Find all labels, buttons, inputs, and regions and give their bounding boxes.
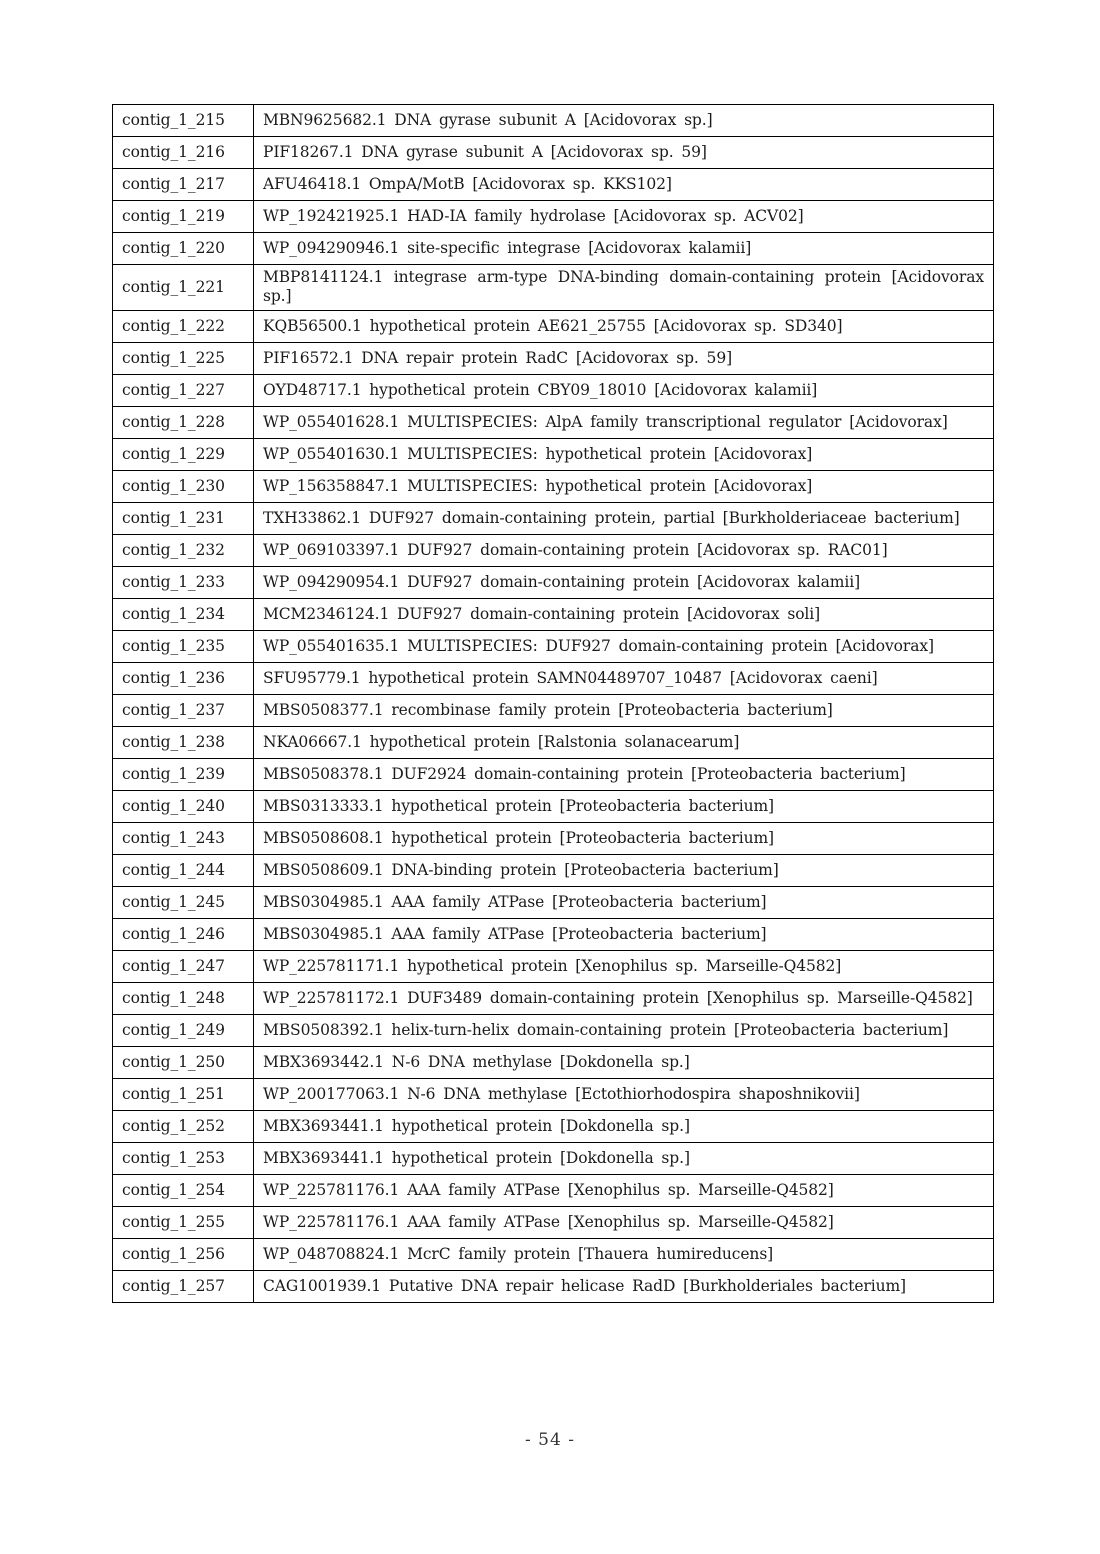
table-row	[113, 375, 994, 407]
annotation-description-cell: WP_055401635.1 MULTISPECIES: DUF927 domain-containing protein [Acidovorax]	[254, 631, 994, 663]
contig-id-cell: contig_1_246	[113, 919, 254, 951]
annotation-description-cell: WP_094290946.1 site-specific integrase [Acidovorax kalamii]	[254, 233, 994, 265]
annotation-description-cell: MBS0508378.1 DUF2924 domain-containing protein [Proteobacteria bacterium]	[254, 759, 994, 791]
annotation-description-cell: MBP8141124.1 integrase arm-type DNA-binding domain-containing protein [Acidovorax sp.]	[254, 265, 994, 311]
contig-id-cell: contig_1_237	[113, 695, 254, 727]
table-row	[113, 919, 994, 951]
annotation-description-cell: AFU46418.1 OmpA/MotB [Acidovorax sp. KKS102]	[254, 169, 994, 201]
table-row	[113, 201, 994, 233]
annotation-table-body	[113, 105, 994, 1303]
annotation-description-cell: WP_055401628.1 MULTISPECIES: AlpA family transcriptional regulator [Acidovorax]	[254, 407, 994, 439]
table-row	[113, 1079, 994, 1111]
table-row	[113, 823, 994, 855]
annotation-description-cell: WP_200177063.1 N-6 DNA methylase [Ectothiorhodospira shaposhnikovii]	[254, 1079, 994, 1111]
annotation-description-cell: TXH33862.1 DUF927 domain-containing protein, partial [Burkholderiaceae bacterium]	[254, 503, 994, 535]
contig-id-cell: contig_1_234	[113, 599, 254, 631]
contig-id-cell: contig_1_230	[113, 471, 254, 503]
contig-id-cell: contig_1_235	[113, 631, 254, 663]
contig-id-cell: contig_1_243	[113, 823, 254, 855]
contig-id-cell: contig_1_231	[113, 503, 254, 535]
annotation-table	[112, 104, 994, 1303]
contig-id-cell: contig_1_256	[113, 1239, 254, 1271]
table-row	[113, 1047, 994, 1079]
annotation-description-cell: WP_156358847.1 MULTISPECIES: hypothetical protein [Acidovorax]	[254, 471, 994, 503]
annotation-description-cell: WP_094290954.1 DUF927 domain-containing protein [Acidovorax kalamii]	[254, 567, 994, 599]
table-row	[113, 503, 994, 535]
table-row	[113, 887, 994, 919]
page-number: - 54 -	[525, 1430, 575, 1450]
table-row	[113, 105, 994, 137]
annotation-description-cell: MBS0508609.1 DNA-binding protein [Proteobacteria bacterium]	[254, 855, 994, 887]
contig-id-cell: contig_1_253	[113, 1143, 254, 1175]
table-row	[113, 535, 994, 567]
contig-id-cell: contig_1_244	[113, 855, 254, 887]
table-row	[113, 233, 994, 265]
annotation-description-cell: MBS0304985.1 AAA family ATPase [Proteobacteria bacterium]	[254, 887, 994, 919]
contig-id-cell: contig_1_228	[113, 407, 254, 439]
table-row	[113, 983, 994, 1015]
annotation-description-cell: WP_192421925.1 HAD-IA family hydrolase [Acidovorax sp. ACV02]	[254, 201, 994, 233]
contig-id-cell: contig_1_252	[113, 1111, 254, 1143]
table-row	[113, 727, 994, 759]
table-row	[113, 1239, 994, 1271]
contig-id-cell: contig_1_255	[113, 1207, 254, 1239]
contig-id-cell: contig_1_249	[113, 1015, 254, 1047]
contig-id-cell: contig_1_233	[113, 567, 254, 599]
annotation-description-cell: MBN9625682.1 DNA gyrase subunit A [Acidovorax sp.]	[254, 105, 994, 137]
table-row	[113, 951, 994, 983]
contig-id-cell: contig_1_229	[113, 439, 254, 471]
contig-id-cell: contig_1_225	[113, 343, 254, 375]
table-row	[113, 137, 994, 169]
annotation-description-cell: WP_225781171.1 hypothetical protein [Xenophilus sp. Marseille-Q4582]	[254, 951, 994, 983]
contig-id-cell: contig_1_245	[113, 887, 254, 919]
contig-id-cell: contig_1_217	[113, 169, 254, 201]
table-row	[113, 1111, 994, 1143]
contig-id-cell: contig_1_215	[113, 105, 254, 137]
annotation-description-cell: MBS0508608.1 hypothetical protein [Proteobacteria bacterium]	[254, 823, 994, 855]
annotation-description-cell: MBX3693441.1 hypothetical protein [Dokdonella sp.]	[254, 1111, 994, 1143]
contig-id-cell: contig_1_257	[113, 1271, 254, 1303]
contig-id-cell: contig_1_219	[113, 201, 254, 233]
annotation-description-cell: WP_069103397.1 DUF927 domain-containing protein [Acidovorax sp. RAC01]	[254, 535, 994, 567]
contig-id-cell: contig_1_240	[113, 791, 254, 823]
table-row	[113, 791, 994, 823]
table-row	[113, 1015, 994, 1047]
annotation-description-cell: WP_225781176.1 AAA family ATPase [Xenophilus sp. Marseille-Q4582]	[254, 1175, 994, 1207]
contig-id-cell: contig_1_248	[113, 983, 254, 1015]
table-row	[113, 169, 994, 201]
table-row	[113, 407, 994, 439]
contig-id-cell: contig_1_236	[113, 663, 254, 695]
annotation-description-cell: KQB56500.1 hypothetical protein AE621_25755 [Acidovorax sp. SD340]	[254, 311, 994, 343]
contig-id-cell: contig_1_216	[113, 137, 254, 169]
contig-id-cell: contig_1_238	[113, 727, 254, 759]
annotation-description-cell: PIF18267.1 DNA gyrase subunit A [Acidovorax sp. 59]	[254, 137, 994, 169]
annotation-description-cell: CAG1001939.1 Putative DNA repair helicase RadD [Burkholderiales bacterium]	[254, 1271, 994, 1303]
table-row	[113, 631, 994, 663]
annotation-description-cell: WP_048708824.1 McrC family protein [Thauera humireducens]	[254, 1239, 994, 1271]
annotation-description-cell: WP_055401630.1 MULTISPECIES: hypothetical protein [Acidovorax]	[254, 439, 994, 471]
annotation-description-cell: MBS0313333.1 hypothetical protein [Proteobacteria bacterium]	[254, 791, 994, 823]
annotation-description-cell: MBX3693442.1 N-6 DNA methylase [Dokdonella sp.]	[254, 1047, 994, 1079]
contig-id-cell: contig_1_247	[113, 951, 254, 983]
annotation-description-cell: WP_225781172.1 DUF3489 domain-containing protein [Xenophilus sp. Marseille-Q4582]	[254, 983, 994, 1015]
annotation-description-cell: PIF16572.1 DNA repair protein RadC [Acidovorax sp. 59]	[254, 343, 994, 375]
contig-id-cell: contig_1_254	[113, 1175, 254, 1207]
annotation-description-cell: MBS0304985.1 AAA family ATPase [Proteobacteria bacterium]	[254, 919, 994, 951]
annotation-description-cell: MBS0508392.1 helix-turn-helix domain-containing protein [Proteobacteria bacterium]	[254, 1015, 994, 1047]
table-row	[113, 695, 994, 727]
table-row	[113, 343, 994, 375]
contig-id-cell: contig_1_221	[113, 265, 254, 311]
table-row	[113, 1175, 994, 1207]
annotation-description-cell: OYD48717.1 hypothetical protein CBY09_18010 [Acidovorax kalamii]	[254, 375, 994, 407]
contig-id-cell: contig_1_239	[113, 759, 254, 791]
table-row	[113, 265, 994, 311]
table-row	[113, 1207, 994, 1239]
table-row	[113, 759, 994, 791]
contig-id-cell: contig_1_222	[113, 311, 254, 343]
contig-id-cell: contig_1_227	[113, 375, 254, 407]
table-row	[113, 663, 994, 695]
annotation-description-cell: WP_225781176.1 AAA family ATPase [Xenophilus sp. Marseille-Q4582]	[254, 1207, 994, 1239]
table-row	[113, 567, 994, 599]
contig-id-cell: contig_1_250	[113, 1047, 254, 1079]
table-row	[113, 855, 994, 887]
contig-id-cell: contig_1_251	[113, 1079, 254, 1111]
contig-id-cell: contig_1_232	[113, 535, 254, 567]
table-row	[113, 1271, 994, 1303]
annotation-description-cell: SFU95779.1 hypothetical protein SAMN04489707_10487 [Acidovorax caeni]	[254, 663, 994, 695]
annotation-description-cell: NKA06667.1 hypothetical protein [Ralstonia solanacearum]	[254, 727, 994, 759]
table-row	[113, 471, 994, 503]
annotation-description-cell: MCM2346124.1 DUF927 domain-containing protein [Acidovorax soli]	[254, 599, 994, 631]
annotation-description-cell: MBX3693441.1 hypothetical protein [Dokdonella sp.]	[254, 1143, 994, 1175]
table-row	[113, 311, 994, 343]
table-row	[113, 599, 994, 631]
table-row	[113, 1143, 994, 1175]
contig-id-cell: contig_1_220	[113, 233, 254, 265]
table-row	[113, 439, 994, 471]
annotation-description-cell: MBS0508377.1 recombinase family protein [Proteobacteria bacterium]	[254, 695, 994, 727]
